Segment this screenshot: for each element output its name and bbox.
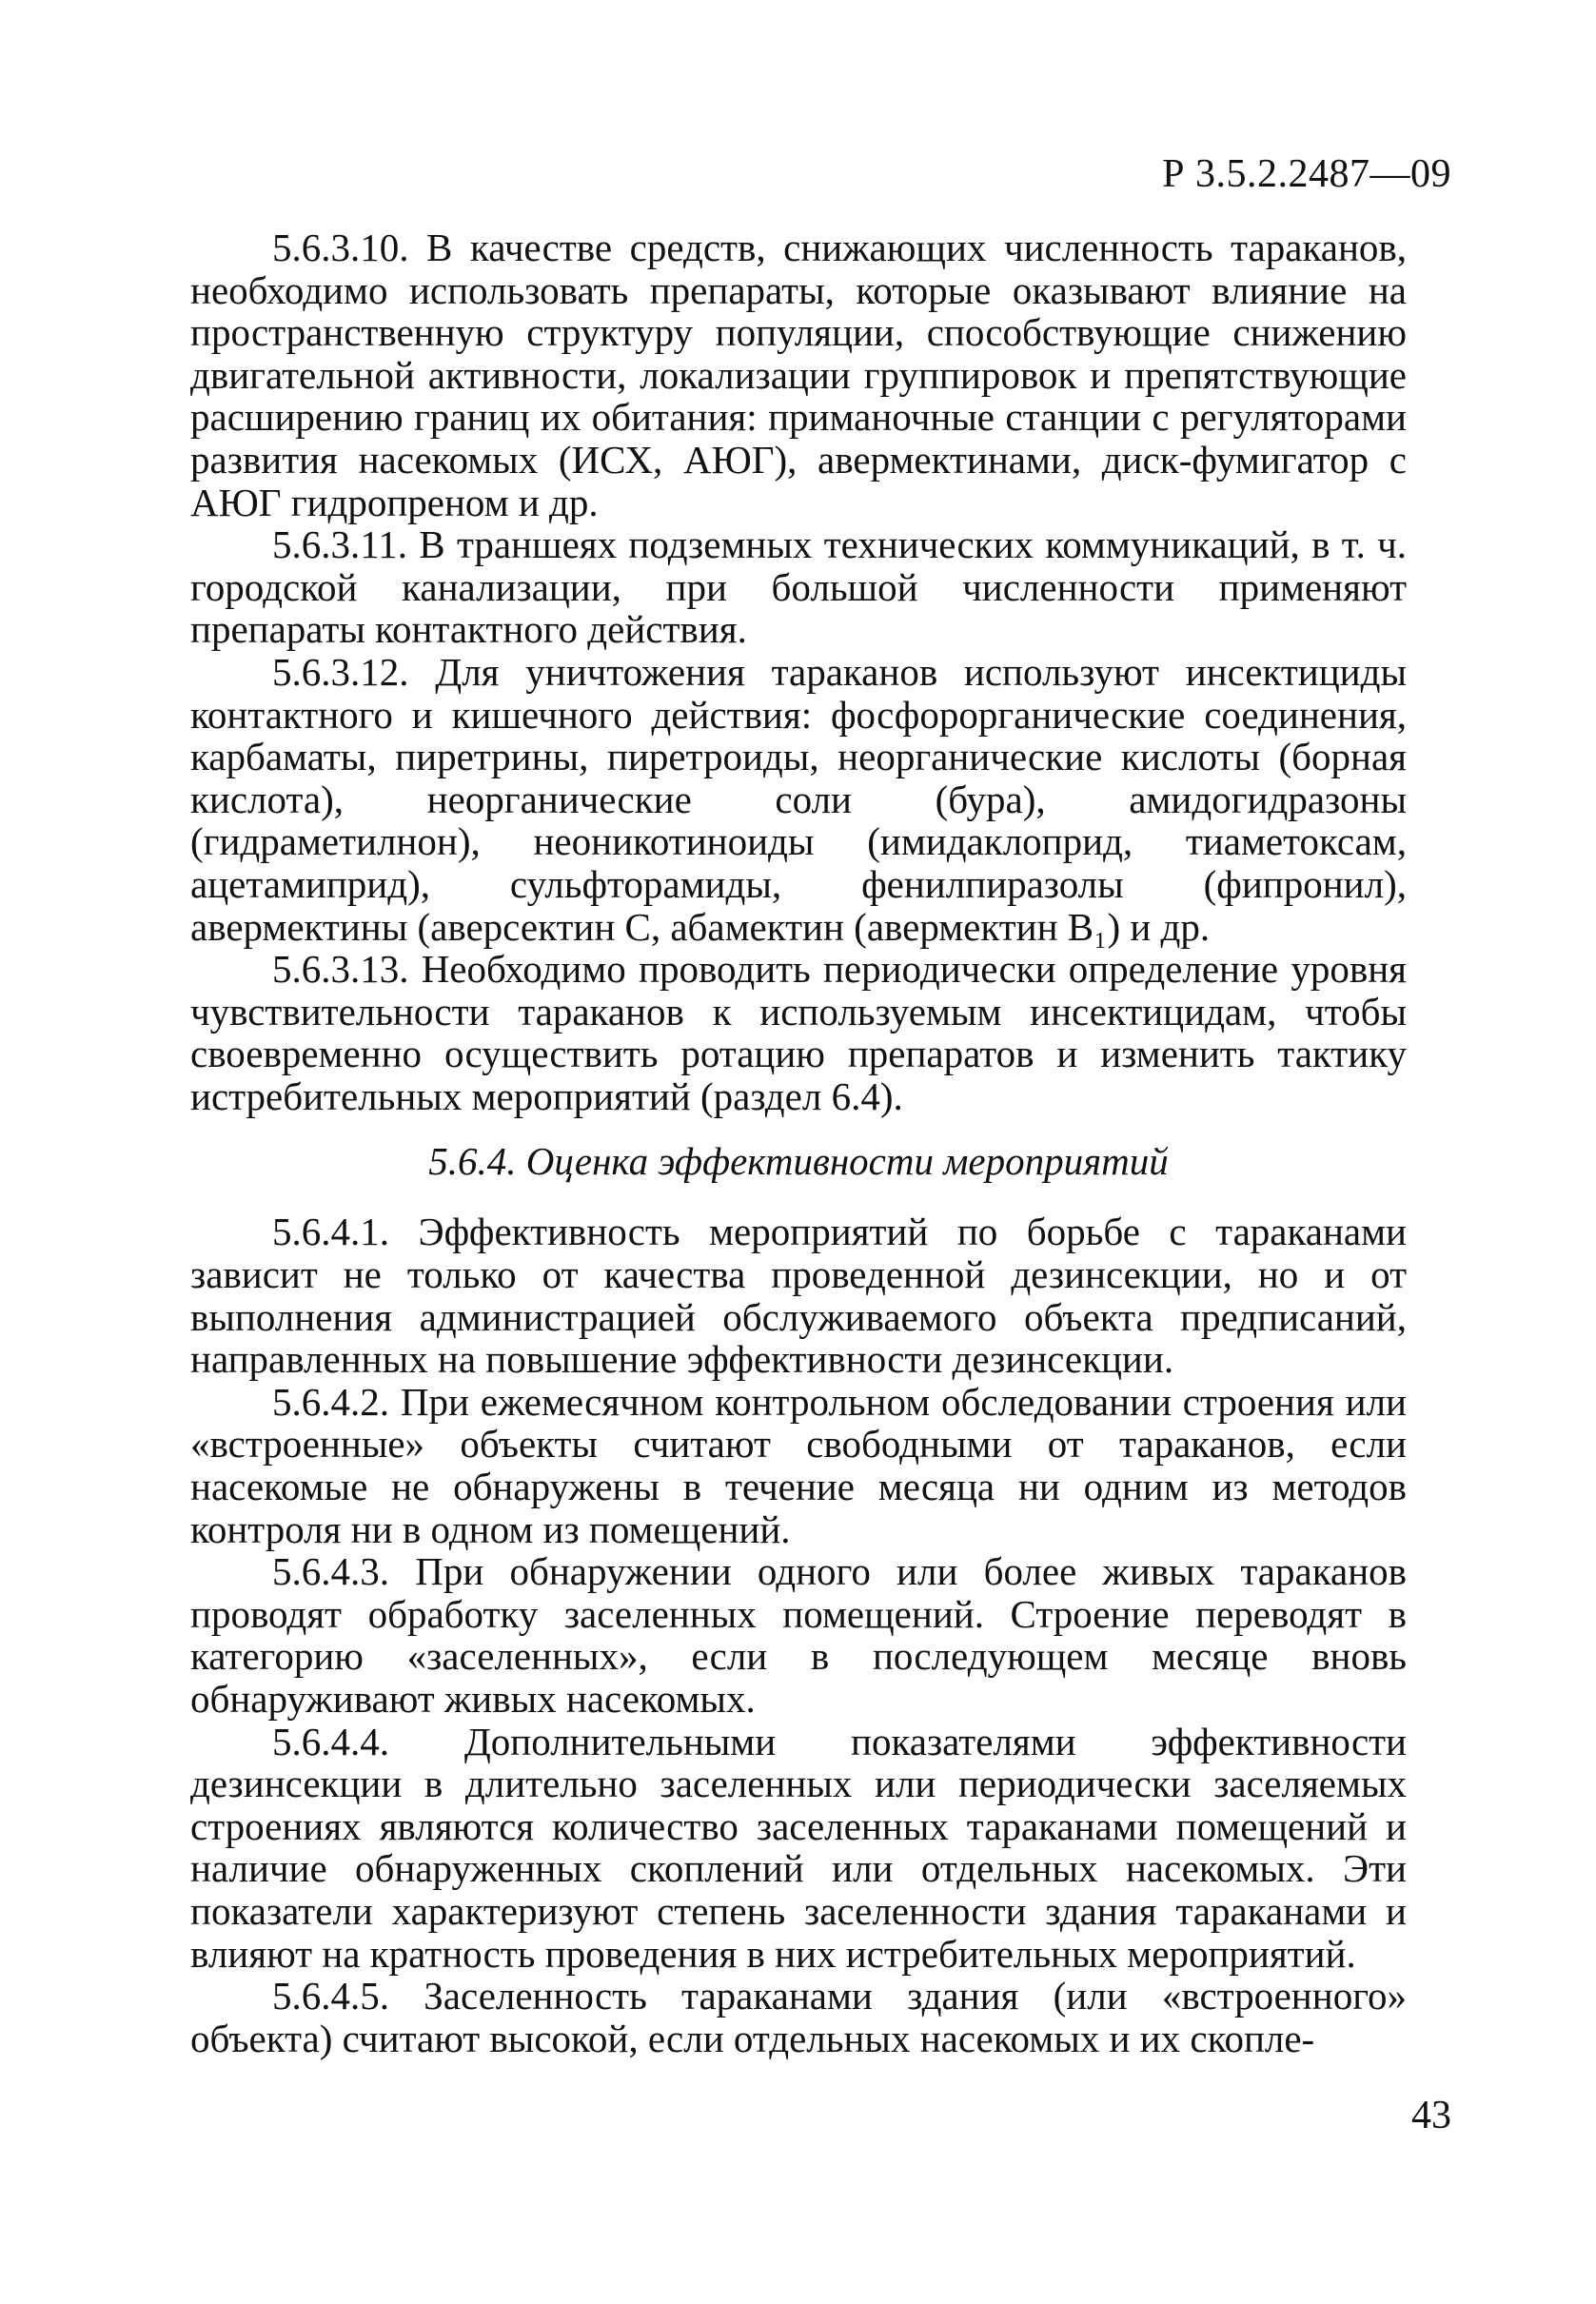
body-text	[190, 226, 1407, 2059]
paragraph-5-6-4-5: 5.6.4.5. Заселенность тараканами здания (или «встроенного» объекта) считают высокой, если отдельных насекомых и их скопле-	[190, 1974, 1407, 2060]
document-code: Р 3.5.2.2487—09	[1162, 152, 1451, 196]
paragraph-5-6-4-3: 5.6.4.3. При обнаружении одного или более живых тараканов проводят обработку заселенных помещений. Строение переводят в категорию «заселенных», если в последующем месяце вновь обнаруживают живых насекомых.	[190, 1549, 1407, 1721]
paragraph-5-6-3-11: 5.6.3.11. В траншеях подземных технических коммуникаций, в т. ч. городской канализации, при большой численности применяют препараты контактного действия.	[190, 522, 1407, 652]
page-number: 43	[1411, 2094, 1451, 2137]
section-heading: 5.6.4. Оценка эффективности мероприятий	[428, 1139, 1169, 1184]
paragraph-5-6-3-13: 5.6.3.13. Необходимо проводить периодически определение уровня чувствительности тараканов к используемым инсектицидам, чтобы своевременно осуществить ротацию препаратов и изменить тактику истребительных мероприятий (раздел 6.4).	[190, 947, 1407, 1118]
paragraph-5-6-3-10: 5.6.3.10. В качестве средств, снижающих численность тараканов, необходимо использовать препараты, которые оказывают влияние на пространственную структуру популяции, способствующие снижению двигательной активности, локализации группировок и препятствующие расширению границ их обитания: приманочные станции с регуляторами развития насекомых (ИСХ, АЮГ), авермектинами, диск-фумигатор с АЮГ гидропреном и др.	[190, 226, 1407, 524]
paragraph-5-6-4-4: 5.6.4.4. Дополнительными показателями эффективности дезинсекции в длительно заселенных или периодически заселяемых строениях являются количество заселенных тараканами помещений и наличие обнаруженных скоплений или отдельных насекомых. Эти показатели характеризуют степень заселенности здания тараканами и влияют на кратность проведения в них истребительных мероприятий.	[190, 1719, 1407, 1976]
paragraph-5-6-4-1: 5.6.4.1. Эффективность мероприятий по борьбе с тараканами зависит не только от качества проведенной дезинсекции, но и от выполнения администрацией обслуживаемого объекта предписаний, направленных на повышение эффективности дезинсекции.	[190, 1210, 1407, 1382]
paragraph-5-6-3-12: 5.6.3.12. Для уничтожения тараканов используют инсектициды контактного и кишечного действия: фосфорорганические соединения, карбаматы, пиретрины, пиретроиды, неорганические кислоты (борная кислота), неорганические соли (бура), амидогидразоны (гидраметилнон), неоникотиноиды (имидаклоприд, тиаметоксам, ацетамиприд), сульфторамиды, фенилпиразолы (фипронил), авермектины (аверсектин С, абамектин (авермектин B₁) и др.	[190, 649, 1407, 949]
paragraph-5-6-4-2: 5.6.4.2. При ежемесячном контрольном обследовании строения или «встроенные» объекты считают свободными от тараканов, если насекомые не обнаружены в течение месяца ни одним из методов контроля ни в одном из помещений.	[190, 1379, 1407, 1551]
